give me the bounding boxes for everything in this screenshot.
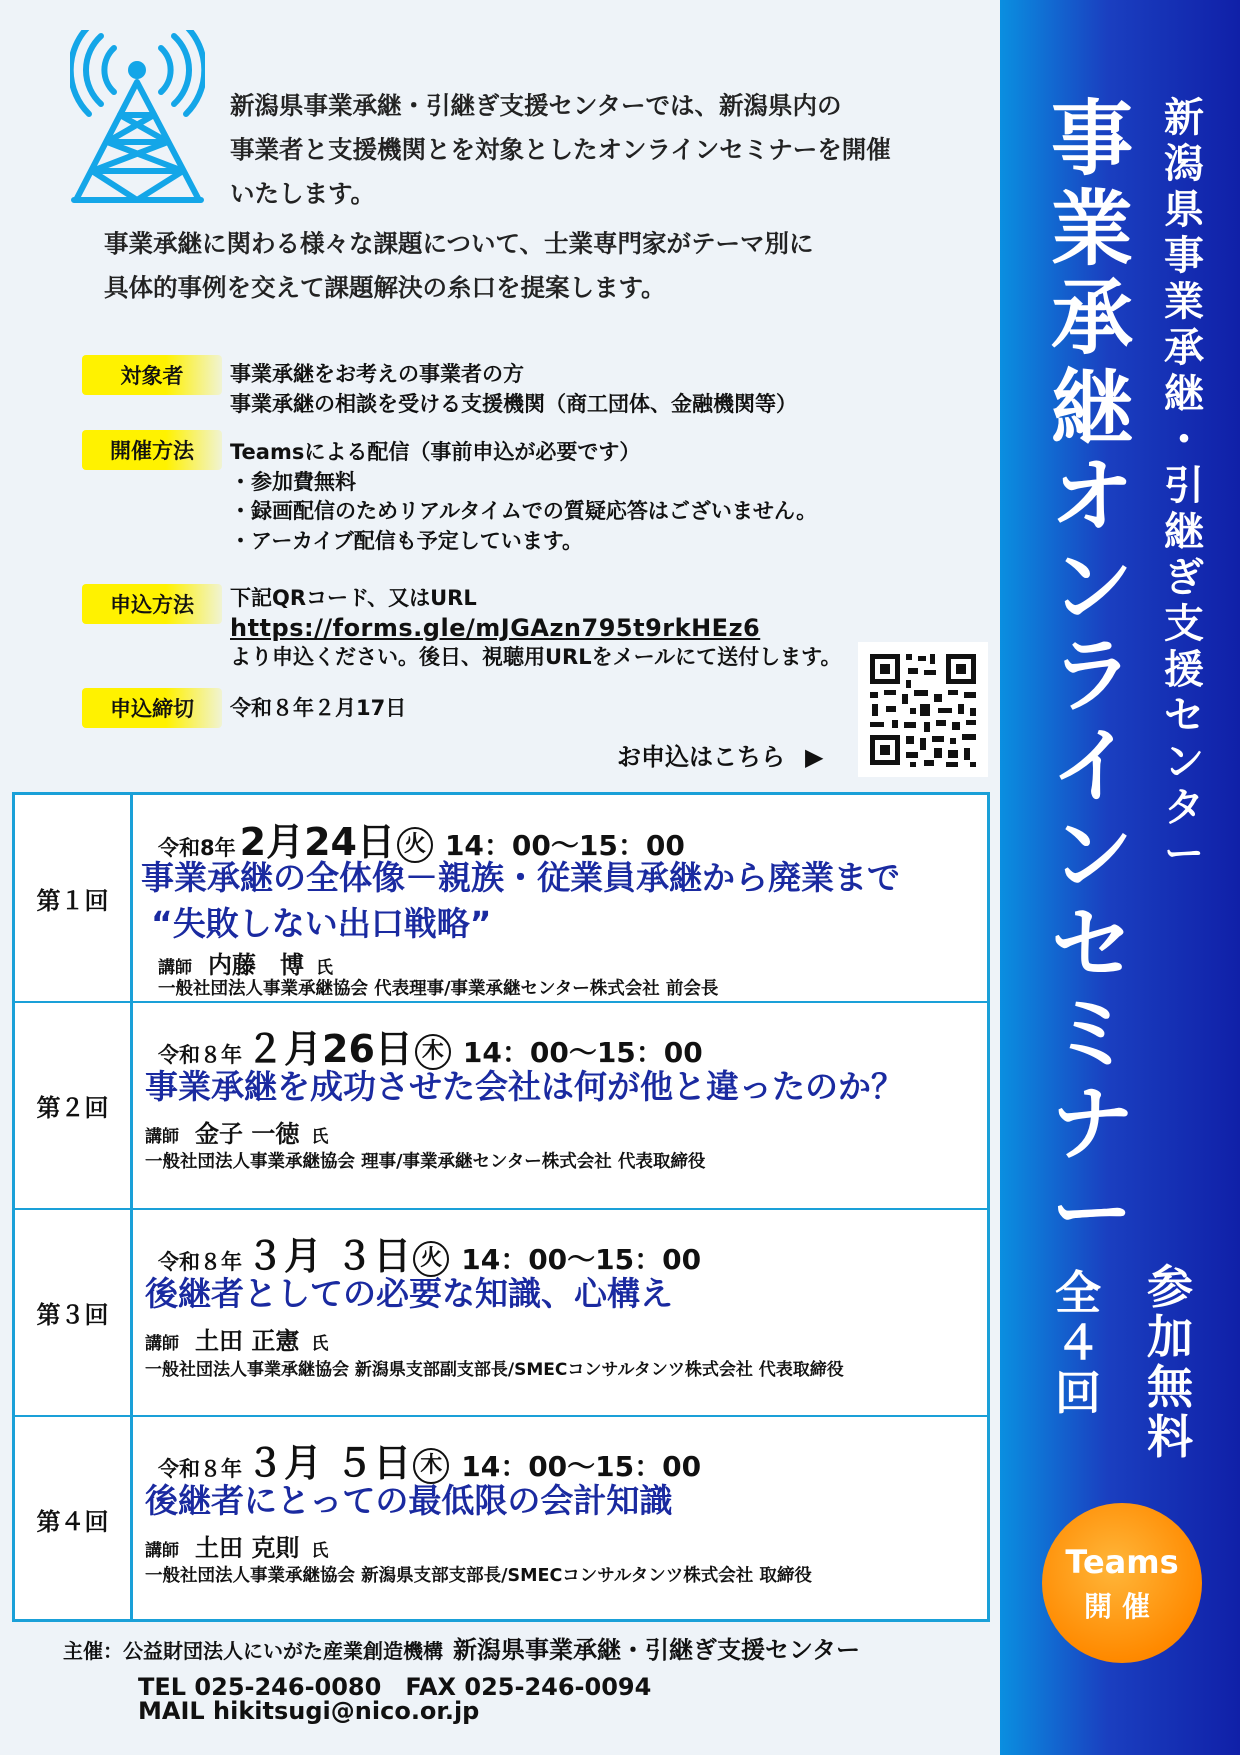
target-line: 事業承継の相談を受ける支援機関（商工団体、金融機関等） [230, 391, 797, 416]
vertical-count-char: 回 [1055, 1366, 1101, 1420]
intro-line: 新潟県事業承継・引継ぎ支援センターでは、新潟県内の [230, 91, 842, 120]
vertical-org-char: 引 [1164, 463, 1204, 509]
session-number: 第３回 [15, 1209, 133, 1415]
vertical-free-char: 加 [1147, 1310, 1193, 1364]
method-info [230, 438, 817, 556]
vertical-title-char: ー [1050, 1166, 1133, 1261]
qr-code[interactable] [858, 642, 988, 777]
target-label: 対象者 [82, 355, 222, 395]
vertical-org-char: 援 [1164, 647, 1204, 693]
vertical-free-char: 無 [1147, 1360, 1193, 1414]
vertical-org-char: 継 [1164, 371, 1204, 417]
intro-line: 具体的事例を交えて課題解決の糸口を提案します。 [104, 273, 666, 302]
session-date: ２月26日 [246, 1027, 413, 1071]
vertical-org-char: 業 [1164, 279, 1204, 325]
teams-badge-line2: 開催 [1083, 1590, 1160, 1623]
play-arrow-icon: ▶ [805, 743, 824, 771]
speaker-suffix: 氏 [311, 1541, 329, 1561]
speaker-name: 土田 正憲 [195, 1327, 300, 1355]
weekday-badge: 木 [415, 1034, 451, 1070]
vertical-org-name [1158, 95, 1210, 877]
session-era: 令和８年 [158, 1250, 242, 1274]
vertical-title-char: ン [1050, 539, 1133, 635]
schedule-table [12, 792, 990, 1622]
footer-center-name: 新潟県事業承継・引継ぎ支援センター [453, 1636, 861, 1664]
apply-line: より申込ください。後日、視聴用URLをメールにて送付します。 [230, 645, 842, 669]
intro-line: 事業者と支援機関とを対象としたオンラインセミナーを開催 [230, 135, 891, 164]
speaker-role: 講師 [145, 1334, 179, 1354]
vertical-org-char: ぎ [1164, 555, 1204, 601]
vertical-org-char: ・ [1164, 417, 1204, 463]
speaker-role: 講師 [145, 1541, 179, 1561]
session-date: ３月 ３日 [246, 1234, 412, 1278]
footer-host [63, 1630, 860, 1665]
session-time: 14：00～15：00 [462, 1036, 703, 1069]
session-title [145, 1064, 904, 1110]
broadcast-tower-icon [70, 30, 205, 205]
method-label: 開催方法 [82, 430, 222, 470]
session-era: 令和８年 [158, 1457, 242, 1481]
vertical-org-char: 事 [1164, 233, 1204, 279]
session-time: 14：00～15：00 [444, 829, 685, 862]
session-title [145, 1271, 673, 1317]
speaker-affiliation: 一般社団法人事業承継協会 新潟県支部副支部長/SMECコンサルタンツ株式会社 代表取締役 [145, 1360, 844, 1380]
session-title-line: 後継者としての必要な知識、心構え [145, 1274, 673, 1313]
session-row [15, 795, 987, 1003]
method-line: Teamsによる配信（事前申込が必要です） [230, 440, 641, 464]
target-line: 事業承継をお考えの事業者の方 [230, 362, 524, 386]
vertical-title-char: ラ [1050, 629, 1133, 724]
vertical-title-char: 継 [1050, 360, 1133, 456]
session-speaker [145, 1114, 328, 1149]
speaker-role: 講師 [158, 958, 192, 978]
apply-label: 申込方法 [82, 584, 222, 624]
weekday-badge: 木 [413, 1448, 449, 1484]
vertical-title-char: ミ [1050, 987, 1133, 1082]
apply-here-label: お申込はこちら [617, 743, 785, 771]
vertical-org-char: セ [1164, 693, 1204, 739]
vertical-free-notice [1140, 1262, 1200, 1462]
session-title-line: 事業承継の全体像－親族・従業員承継から廃業まで [141, 858, 900, 897]
intro-paragraph-2 [104, 222, 924, 310]
vertical-title-char: イ [1050, 718, 1133, 814]
session-time: 14：00～15：00 [461, 1243, 702, 1276]
footer-tel-fax: TEL 025-246-0080 FAX 025-246-0094 [138, 1673, 652, 1701]
session-number: 第１回 [15, 795, 133, 1001]
speaker-suffix: 氏 [311, 1334, 329, 1354]
vertical-title-char: セ [1050, 897, 1133, 993]
session-title [141, 855, 900, 947]
speaker-affiliation: 一般社団法人事業承継協会 新潟県支部支部長/SMECコンサルタンツ株式会社 取締役 [145, 1566, 812, 1586]
vertical-title-char: 業 [1050, 181, 1133, 277]
session-speaker [145, 1528, 328, 1563]
vertical-org-char: タ [1164, 785, 1204, 831]
session-speaker [145, 1321, 328, 1356]
vertical-org-char: ー [1164, 831, 1204, 877]
teams-badge [1042, 1503, 1202, 1663]
session-era: 令和8年 [158, 836, 236, 860]
vertical-seminar-title [1042, 92, 1142, 1261]
vertical-title-char: ン [1050, 808, 1133, 903]
vertical-title-char: 事 [1050, 92, 1133, 187]
deadline-label: 申込締切 [82, 688, 222, 728]
speaker-affiliation: 一般社団法人事業承継協会 代表理事/事業承継センター株式会社 前会長 [158, 979, 719, 999]
method-line: ・アーカイブ配信も予定しています。 [230, 528, 584, 553]
apply-url-link[interactable]: https://forms.gle/mJGAzn795t9rkHEz6 [230, 613, 761, 642]
session-time: 14：00～15：00 [461, 1450, 702, 1483]
deadline-value: 令和８年２月17日 [230, 696, 407, 720]
vertical-count-char: 全 [1055, 1266, 1101, 1320]
vertical-org-char: 承 [1164, 325, 1204, 371]
method-line: ・録画配信のためリアルタイムでの質疑応答はございません。 [230, 499, 818, 523]
intro-paragraph-1 [230, 84, 950, 216]
apply-info [230, 584, 842, 673]
vertical-title-char: ナ [1050, 1076, 1133, 1172]
vertical-free-char: 料 [1147, 1410, 1193, 1464]
vertical-org-char: ン [1164, 739, 1204, 785]
session-title-line: “失敗しない出口戦略” [151, 904, 492, 943]
vertical-org-char: 新 [1164, 95, 1204, 141]
session-row [15, 1209, 987, 1417]
apply-here-cta[interactable] [617, 737, 823, 772]
session-title-line: 事業承継を成功させた会社は何が他と違ったのか？ [145, 1067, 904, 1106]
session-date: 2月24日 [239, 820, 395, 864]
speaker-role: 講師 [145, 1127, 179, 1147]
vertical-org-char: 継 [1164, 509, 1204, 555]
speaker-name: 金子 一徳 [195, 1120, 300, 1148]
intro-line: いたします。 [230, 179, 376, 208]
session-number: 第４回 [15, 1416, 133, 1622]
footer-mail[interactable]: MAIL hikitsugi@nico.or.jp [138, 1697, 480, 1725]
weekday-badge: 火 [413, 1241, 449, 1277]
teams-badge-line1: Teams [1065, 1543, 1179, 1581]
session-date: ３月 ５日 [246, 1441, 412, 1485]
session-title [145, 1478, 672, 1524]
vertical-count-char: ４ [1055, 1316, 1101, 1370]
speaker-name: 土田 克則 [195, 1534, 300, 1562]
footer-host-label: 主催：公益財団法人にいがた産業創造機構 [63, 1639, 443, 1663]
speaker-suffix: 氏 [311, 1127, 329, 1147]
apply-line: 下記QRコード、又はURL [230, 586, 477, 610]
vertical-org-char: 県 [1164, 187, 1204, 233]
session-number: 第２回 [15, 1002, 133, 1208]
session-row [15, 1002, 987, 1210]
target-info [230, 360, 797, 419]
session-title-line: 後継者にとっての最低限の会計知識 [145, 1481, 673, 1520]
vertical-session-count [1048, 1268, 1108, 1418]
intro-line: 事業承継に関わる様々な課題について、士業専門家がテーマ別に [104, 229, 814, 258]
weekday-badge: 火 [397, 827, 433, 863]
vertical-org-char: 潟 [1164, 141, 1204, 187]
speaker-affiliation: 一般社団法人事業承継協会 理事/事業承継センター株式会社 代表取締役 [145, 1152, 706, 1172]
vertical-title-char: 承 [1050, 271, 1133, 366]
vertical-org-char: 支 [1164, 601, 1204, 647]
deadline-info [230, 694, 406, 724]
session-era: 令和８年 [158, 1043, 242, 1067]
session-row [15, 1416, 987, 1622]
vertical-free-char: 参 [1147, 1260, 1193, 1314]
vertical-title-char: オ [1050, 450, 1133, 545]
method-line: ・参加費無料 [230, 469, 356, 494]
speaker-name: 内藤 博 [208, 951, 304, 979]
speaker-suffix: 氏 [316, 958, 333, 978]
